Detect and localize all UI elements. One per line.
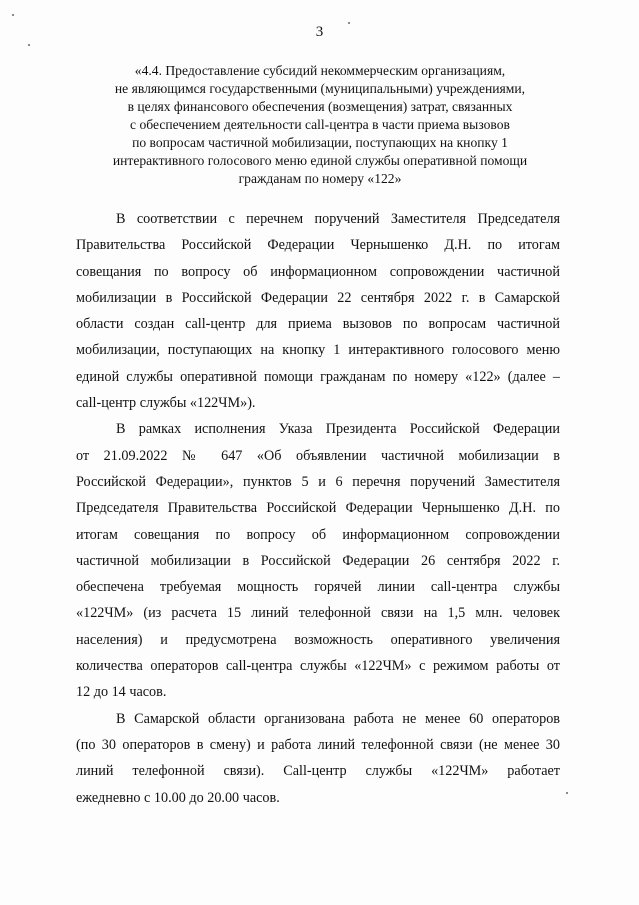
scan-speck — [348, 22, 350, 24]
text-line: Председателя Правительства Российской Федерации Чернышенко Д.Н. по — [76, 500, 560, 517]
text-line: мобилизации в Российской Федерации 22 сентября 2022 г. в Самарской — [76, 289, 560, 306]
text-line: В Самарской области организована работа не менее 60 операторов — [116, 710, 560, 727]
heading-line: в целях финансового обеспечения (возмещения) затрат, связанных — [127, 99, 513, 114]
heading-line: не являющимся государственными (муниципальными) учреждениями, — [114, 81, 526, 96]
text-line: частичной мобилизации в Российской Федерации 26 сентября 2022 г. — [76, 552, 560, 569]
text-line: совещания по вопросу об информационном сопровождении частичной — [76, 263, 560, 280]
text-line: обеспечена требуемая мощность горячей линии call-центра службы — [76, 579, 560, 596]
heading-line: с обеспечением деятельности call-центра в части приема вызовов — [130, 117, 510, 132]
text-line: от 21.09.2022 № 647 «Об объявлении частичной мобилизации в — [76, 447, 560, 464]
scan-speck — [12, 14, 14, 16]
paragraph — [76, 706, 560, 811]
text-line: (по 30 операторов в смену) и работа линий телефонной связи (не менее 30 — [76, 736, 560, 753]
scan-speck — [566, 792, 568, 794]
text-line: линий телефонной связи). Call-центр службы «122ЧМ» работает — [76, 763, 560, 780]
text-line: В соответствии с перечнем поручений Заместителя Председателя — [116, 211, 560, 227]
text-line: количества операторов call-центра службы «122ЧМ» с режимом работы от — [76, 658, 560, 675]
text-line: Российской Федерации», пунктов 5 и 6 перечня поручений Заместителя — [76, 473, 560, 490]
text-line: единой службы оперативной помощи гражданам по номеру «122» (далее – — [76, 368, 560, 385]
text-line: населения) и предусмотрена возможность оперативного увеличения — [76, 631, 560, 648]
paragraph — [76, 206, 560, 416]
text-line: области создан call-центр для приема вызовов по вопросам частичной — [76, 316, 560, 333]
text-line: ежедневно с 10.00 до 20.00 часов. — [76, 789, 280, 806]
text-line: Правительства Российской Федерации Чернышенко Д.Н. по итогам — [76, 237, 560, 254]
heading-line: интерактивного голосового меню единой службы оперативной помощи — [112, 153, 528, 168]
text-line: 12 до 14 часов. — [76, 684, 167, 701]
scan-speck — [28, 44, 30, 46]
section-heading — [60, 62, 580, 188]
heading-line: «4.4. Предоставление субсидий некоммерческим организациям, — [134, 63, 506, 78]
text-line: call-центр службы «122ЧМ»). — [76, 395, 256, 412]
text-line: итогам совещания по вопросу об информационном сопровождении — [76, 526, 560, 543]
paragraph — [76, 416, 560, 705]
heading-line: по вопросам частичной мобилизации, поступающих на кнопку 1 — [132, 135, 508, 150]
text-line: мобилизации, поступающих на кнопку 1 интерактивного голосового меню — [76, 342, 560, 359]
text-line: «122ЧМ» (из расчета 15 линий телефонной связи на 1,5 млн. человек — [76, 605, 560, 622]
heading-line: гражданам по номеру «122» — [238, 171, 402, 186]
text-line: В рамках исполнения Указа Президента Российской Федерации — [116, 421, 560, 438]
body-text — [76, 206, 560, 811]
page-number: 3 — [315, 24, 324, 40]
